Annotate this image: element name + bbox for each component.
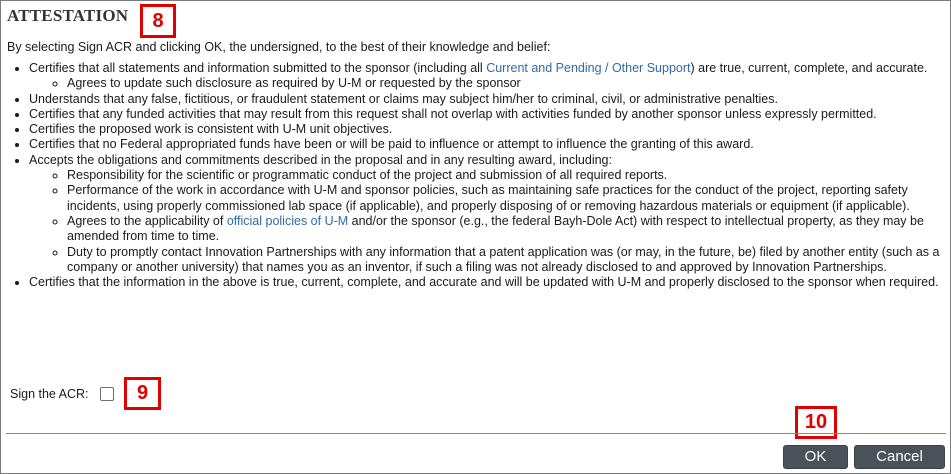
footer-divider xyxy=(6,433,946,434)
item-text: ) are true, current, complete, and accurate. xyxy=(690,61,928,75)
official-policies-link[interactable]: official policies of U-M xyxy=(226,213,349,228)
list-item: ◦ Performance of the work in accordance with U-M and sponsor policies, such as maintaining safe practices for the conduct of the project, reporting safety incidents, using properly commissioned lab space (if applicable), and properly disposing of or removing hazardous materials or equipment (if applicable). xyxy=(67,183,943,214)
list-item xyxy=(67,214,943,245)
list-item: • Certifies that any funded activities that may result from this request shall not overlap with activities funded by another sponsor unless expressly permitted. xyxy=(29,107,943,122)
list-item: ◦ Agrees to update such disclosure as required by U-M or requested by the sponsor xyxy=(67,76,943,91)
list-item xyxy=(29,153,943,275)
sub-list xyxy=(29,168,943,275)
dialog-title: ATTESTATION xyxy=(7,6,129,25)
item-text: Agrees to the applicability of xyxy=(67,213,227,228)
list-item: ◦ Duty to promptly contact Innovation Partnerships with any information that a patent application was (or may, in the future, be) filed by another entity (such as a company or another university) that names you as an inventor, if such a filing was not already disclosed to and approved by Innovation Partnerships. xyxy=(67,245,943,276)
item-text: Accepts the obligations and commitments described in the proposal and in any resulting award, including: xyxy=(29,152,612,167)
item-text: Certifies that all statements and information submitted to the sponsor (including all xyxy=(29,61,487,75)
current-pending-support-link[interactable]: Current and Pending / Other Support xyxy=(486,61,691,75)
list-item: • Certifies that no Federal appropriated funds have been or will be paid to influence or attempt to influence the granting of this award. xyxy=(29,137,943,152)
callout-10: 10 xyxy=(795,406,837,439)
list-item: • Certifies that the information in the above is true, current, complete, and accurate and will be updated with U-M and properly disclosed to the sponsor when required. xyxy=(29,275,943,290)
callout-9: 9 xyxy=(124,377,161,410)
list-item: • Understands that any false, fictitious, or fraudulent statement or claims may subject him/her to criminal, civil, or administrative penalties. xyxy=(29,92,943,107)
intro-text: By selecting Sign ACR and clicking OK, the undersigned, to the best of their knowledge and belief: xyxy=(7,40,551,54)
sign-acr-label: Sign the ACR: xyxy=(10,387,89,401)
cancel-button[interactable]: Cancel xyxy=(854,445,945,469)
list-item xyxy=(29,61,943,92)
callout-8: 8 xyxy=(140,4,176,38)
sign-acr-row xyxy=(10,386,114,402)
sign-acr-checkbox[interactable] xyxy=(100,387,114,401)
attestation-list xyxy=(9,61,943,290)
sub-list xyxy=(29,76,943,91)
list-item: ◦ Responsibility for the scientific or programmatic conduct of the project and submission of all required reports. xyxy=(67,168,943,183)
item-text: and/or the sponsor (e.g., the federal Bayh-Dole Act) with respect to intellectual property, as they may be amended from time to time. xyxy=(67,213,924,244)
list-item: • Certifies the proposed work is consistent with U-M unit objectives. xyxy=(29,122,943,137)
ok-button[interactable]: OK xyxy=(783,445,848,469)
attestation-list-container xyxy=(9,61,943,290)
